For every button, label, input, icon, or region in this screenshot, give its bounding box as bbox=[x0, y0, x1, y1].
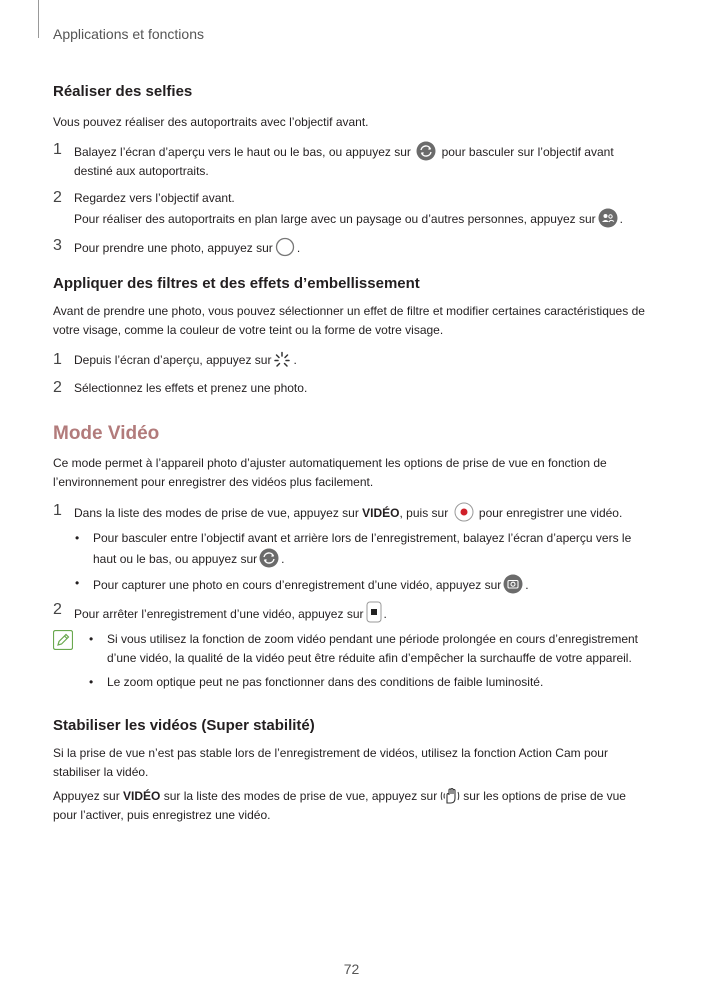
step-text: Dans la liste des modes de prise de vue, appuyez sur bbox=[74, 506, 359, 520]
selfies-intro: Vous pouvez réaliser des autoportraits avec l’objectif avant. bbox=[53, 115, 369, 129]
step-text: , puis sur bbox=[399, 506, 449, 520]
note-item-2 bbox=[53, 673, 653, 692]
step-text: Balayez l’écran d’aperçu vers le haut ou le bas, ou appuyez sur bbox=[74, 145, 411, 159]
step-number: 2 bbox=[53, 189, 62, 206]
step-text: . bbox=[383, 607, 387, 621]
bullet-text: Pour capturer une photo en cours d’enregistrement d’une vidéo, appuyez sur bbox=[93, 578, 502, 592]
stop-button-icon bbox=[366, 601, 382, 623]
step-text: pour enregistrer une vidéo. bbox=[478, 506, 623, 520]
bullet-text: Pour basculer entre l’objectif avant et arrière lors de l’enregistrement, balayez l’écran d’aperçu vers le haut ou le bas, ou appuyez sur bbox=[93, 531, 632, 566]
super-steady-hand-icon bbox=[439, 787, 461, 805]
paragraph-text: Appuyez sur bbox=[53, 789, 120, 803]
step-number: 1 bbox=[53, 502, 62, 519]
video-bullet-2 bbox=[53, 574, 653, 595]
filters-step-1 bbox=[53, 351, 653, 370]
step-number: 3 bbox=[53, 237, 62, 254]
stabilize-paragraph-2 bbox=[53, 787, 653, 825]
bullet-dot: • bbox=[89, 632, 94, 646]
step-number: 2 bbox=[53, 601, 62, 618]
step-text: Regardez vers l’objectif avant. bbox=[74, 191, 235, 205]
bullet-text: . bbox=[281, 552, 285, 566]
selfies-step-2 bbox=[53, 189, 653, 229]
video-step-1 bbox=[53, 502, 653, 523]
capture-photo-icon bbox=[503, 574, 523, 594]
wide-selfie-icon bbox=[598, 208, 618, 228]
note-block bbox=[53, 630, 653, 692]
record-button-icon bbox=[454, 502, 474, 522]
page-header: Applications et fonctions bbox=[53, 26, 204, 42]
step-number: 1 bbox=[53, 141, 62, 158]
switch-camera-icon bbox=[259, 548, 279, 568]
video-intro: Ce mode permet à l’appareil photo d’ajuster automatiquement les options de prise de vue en fonction de l’environnement pour enregistrer des vidéos plus facilement. bbox=[53, 456, 607, 489]
bullet-text: . bbox=[525, 578, 529, 592]
paragraph-text: sur la liste des modes de prise de vue, appuyez sur bbox=[163, 789, 438, 803]
note-text: Le zoom optique peut ne pas fonctionner dans des conditions de faible luminosité. bbox=[107, 675, 544, 689]
step-number: 2 bbox=[53, 379, 62, 396]
video-step-2 bbox=[53, 601, 653, 624]
page-number: 72 bbox=[343, 961, 360, 977]
sparkle-effects-icon bbox=[273, 351, 291, 369]
page-content bbox=[53, 82, 653, 825]
note-item-1 bbox=[53, 630, 653, 668]
step-text: . bbox=[619, 212, 623, 226]
paragraph-text: sur les options de prise de vue pour l’activer, puis enregistrez une vidéo. bbox=[53, 789, 626, 822]
stabilize-title: Stabiliser les vidéos (Super stabilité) bbox=[53, 717, 315, 734]
header-rule bbox=[38, 0, 39, 38]
note-text: Si vous utilisez la fonction de zoom vidéo pendant une période prolongée en cours d’enregistrement d’une vidéo, la qualité de la vidéo peut être réduite afin d’empêcher la surchauffe de votre appareil. bbox=[107, 632, 638, 665]
video-mode-label: VIDÉO bbox=[362, 506, 400, 520]
step-text: Pour arrêter l’enregistrement d’une vidéo, appuyez sur bbox=[74, 607, 364, 621]
step-text: Pour réaliser des autoportraits en plan large avec un paysage ou d’autres personnes, appuyez sur bbox=[74, 212, 596, 226]
selfies-step-1 bbox=[53, 141, 653, 181]
selfies-step-3 bbox=[53, 237, 653, 258]
step-text: . bbox=[293, 353, 297, 367]
filters-intro: Avant de prendre une photo, vous pouvez sélectionner un effet de filtre et modifier certaines caractéristiques de votre visage, comme la couleur de votre teint ou la forme de votre visage. bbox=[53, 304, 645, 337]
bullet-dot: • bbox=[75, 531, 80, 545]
step-text: pour basculer sur l’objectif avant destiné aux autoportraits. bbox=[74, 145, 614, 178]
selfies-title: Réaliser des selfies bbox=[53, 83, 193, 100]
shutter-button-icon bbox=[275, 237, 295, 257]
bullet-dot: • bbox=[89, 675, 94, 689]
switch-camera-icon bbox=[416, 141, 436, 161]
stabilize-paragraph-1: Si la prise de vue n’est pas stable lors de l’enregistrement de vidéos, utilisez la fonction Action Cam pour stabiliser la vidéo. bbox=[53, 746, 608, 779]
step-text: Sélectionnez les effets et prenez une photo. bbox=[74, 381, 308, 395]
video-title: Mode Vidéo bbox=[53, 423, 160, 444]
step-subtext bbox=[74, 208, 653, 229]
video-mode-label: VIDÉO bbox=[123, 789, 161, 803]
filters-step-2 bbox=[53, 379, 653, 398]
bullet-dot: • bbox=[75, 576, 80, 590]
step-text: Depuis l’écran d’aperçu, appuyez sur bbox=[74, 353, 272, 367]
step-text: . bbox=[296, 241, 301, 255]
step-text: Pour prendre une photo, appuyez sur bbox=[74, 241, 273, 255]
video-bullet-1 bbox=[53, 529, 653, 569]
filters-title: Appliquer des filtres et des effets d’embellissement bbox=[53, 275, 420, 292]
step-number: 1 bbox=[53, 351, 62, 368]
